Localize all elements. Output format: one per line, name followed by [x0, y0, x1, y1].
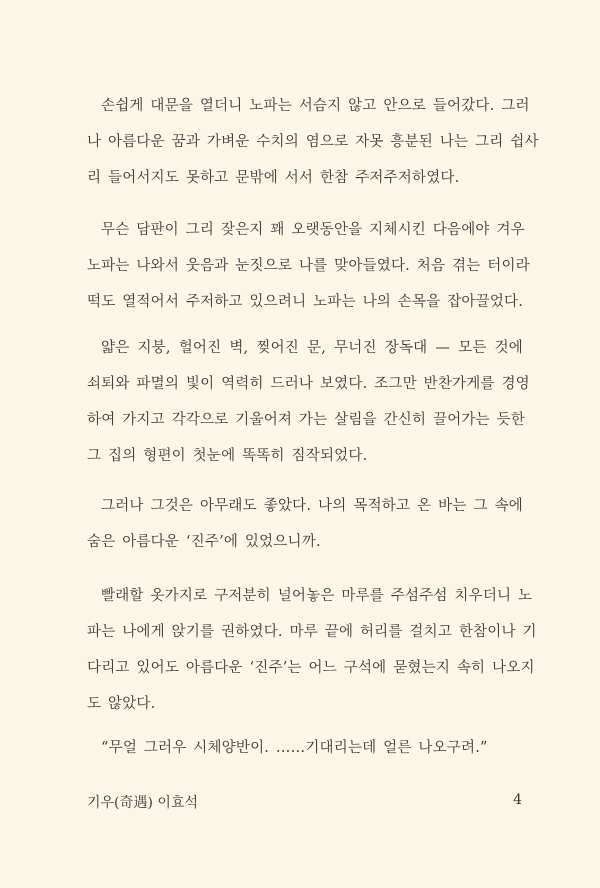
paragraph-5 — [87, 578, 537, 722]
text-line: 그러나 그것은 아무래도 좋았다. 나의 목적하고 온 바는 그 속에 — [101, 498, 523, 514]
text-line: 쇠퇴와 파멸의 빛이 역력히 드러나 보였다. 조그만 반찬가게를 경영 — [87, 376, 530, 392]
paragraph-3 — [87, 330, 530, 474]
text-line: 다리고 있어도 아름다운 ‘진주’는 어느 구석에 묻혔는지 속히 나오지 — [87, 660, 535, 676]
text-line: 손쉽게 대문을 열더니 노파는 서슴지 않고 안으로 들어갔다. 그러 — [101, 98, 530, 114]
text-line: 리 들어서지도 못하고 문밖에 서서 한참 주저주저하였다. — [87, 170, 460, 186]
text-line: 파는 나에게 앉기를 권하였다. 마루 끝에 허리를 걸치고 한참이나 기 — [87, 624, 537, 640]
footer-book-title: 기우(奇遇) 이효석 — [87, 795, 198, 811]
paragraph-6-dialogue — [87, 730, 523, 766]
text-line: 빨래할 옷가지로 구저분히 널어놓은 마루를 주섬주섬 치우더니 노 — [101, 588, 533, 604]
text-line: 얇은 지붕, 헐어진 벽, 찢어진 문, 무너진 장독대 — 모든 것에 — [101, 340, 523, 356]
text-line: “무얼 그러우 시체양반이. ……기대리는데 얼른 나오구려.” — [101, 740, 488, 756]
text-line: 도 않았다. — [87, 696, 156, 712]
page-number: 4 — [513, 792, 522, 808]
text-line: 하여 가지고 각각으로 기울어져 가는 살림을 간신히 끌어가는 듯한 — [87, 412, 526, 428]
text-line: 그 집의 형편이 첫눈에 똑똑히 짐작되었다. — [87, 448, 368, 464]
paragraph-1 — [87, 88, 539, 196]
text-line: 나 아름다운 꿈과 가벼운 수치의 염으로 자못 흥분된 나는 그리 쉽사 — [87, 134, 539, 150]
text-line: 무슨 담판이 그리 잦은지 꽤 오랫동안을 지체시킨 다음에야 겨우 — [101, 222, 525, 238]
text-line: 노파는 나와서 웃음과 눈짓으로 나를 맞아들였다. 처음 겪는 터이라 — [87, 258, 530, 274]
text-line: 떡도 열적어서 주저하고 있으려니 노파는 나의 손목을 잡아끌었다. — [87, 294, 524, 310]
paragraph-4 — [87, 488, 523, 560]
text-line: 숨은 아름다운 ‘진주’에 있었으니까. — [87, 534, 321, 550]
paragraph-2 — [87, 212, 530, 320]
